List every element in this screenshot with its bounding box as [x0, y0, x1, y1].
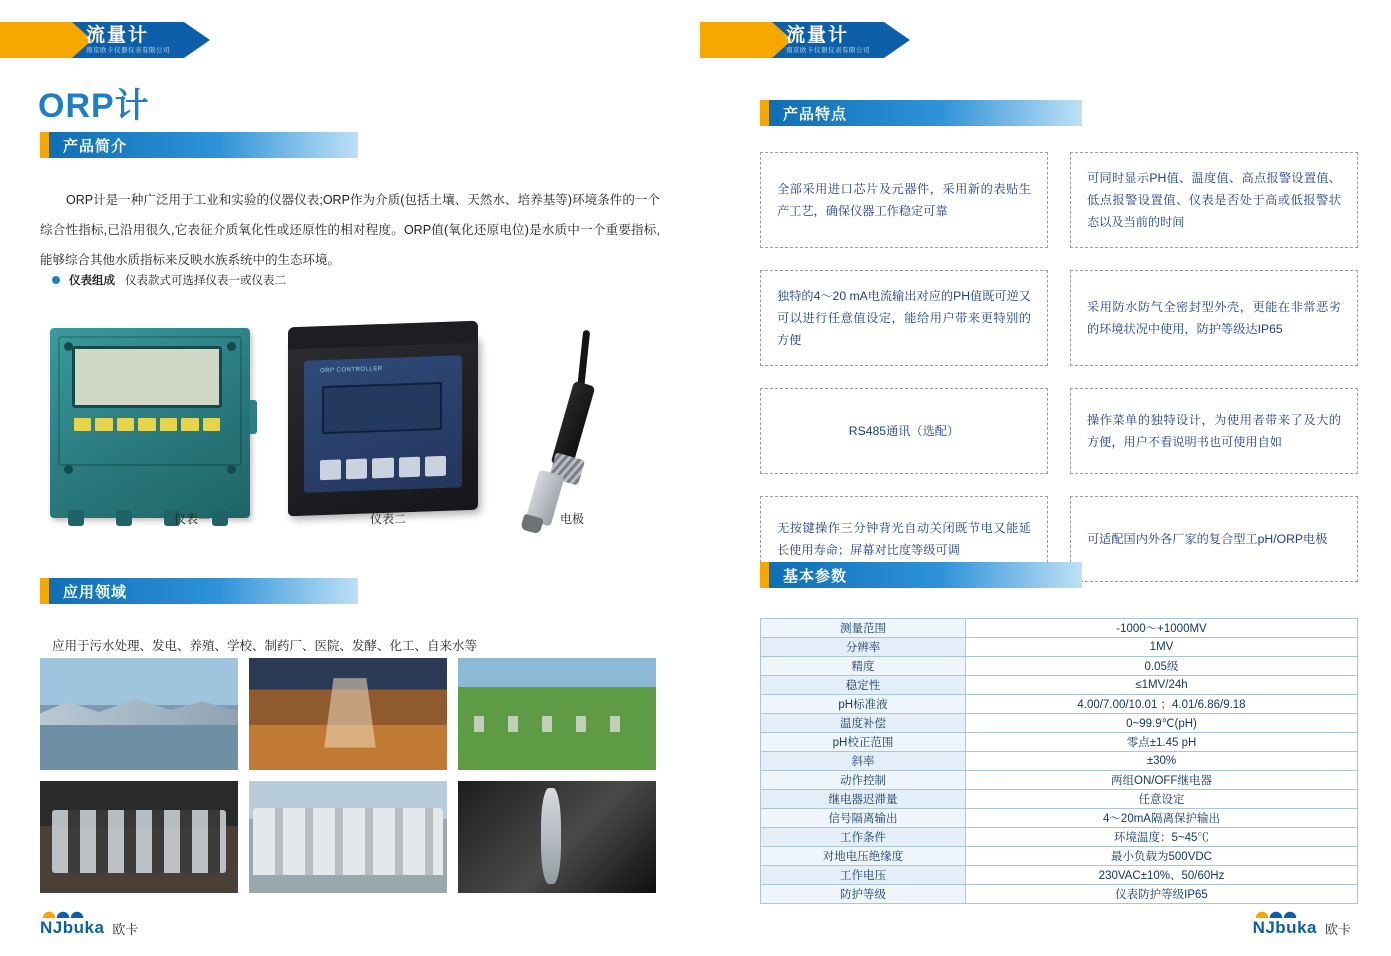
instrument-two-housing-top — [288, 321, 478, 350]
feature-card: 可适配国内外各厂家的复合型工pH/ORP电极 — [1070, 496, 1358, 582]
section-title-intro: 产品简介 — [49, 132, 358, 158]
param-key: 稳定性 — [761, 676, 966, 695]
footer-brand-right-text: NJbuka — [1252, 918, 1317, 937]
param-value: 1MV — [966, 638, 1358, 657]
table-row — [761, 714, 1358, 733]
banner-left-title: 流量计 — [86, 24, 150, 46]
banner-left-orange-block — [0, 22, 72, 58]
param-value: 环境温度：5~45℃ — [966, 828, 1358, 847]
table-row — [761, 885, 1358, 904]
screw-icon — [64, 342, 73, 351]
section-marker-icon — [40, 578, 49, 604]
section-header-parameters — [760, 562, 1082, 588]
bullet-dot-icon — [52, 276, 60, 284]
table-row — [761, 657, 1358, 676]
param-value: 4.00/7.00/10.01 ；4.01/6.86/9.18 — [966, 695, 1358, 714]
param-key: 信号隔离输出 — [761, 809, 966, 828]
param-key: 分辨率 — [761, 638, 966, 657]
footer-brand-left-cn: 欧卡 — [112, 921, 139, 937]
table-row — [761, 638, 1358, 657]
banner-right-arrow-icon — [884, 22, 910, 58]
product-caption-1: 仪表一 — [173, 512, 210, 526]
product-caption-3: 电极 — [559, 512, 584, 526]
screw-icon — [227, 465, 236, 474]
section-header-application — [40, 578, 358, 604]
application-photo-water-treatment — [40, 658, 238, 770]
footer-brand-right — [1253, 918, 1317, 938]
footer-brand-right-cn: 欧卡 — [1324, 921, 1351, 937]
param-value: 仪表防护等级IP65 — [966, 885, 1358, 904]
screw-icon — [64, 465, 73, 474]
application-photo-livestock — [458, 658, 656, 770]
section-title-parameters: 基本参数 — [769, 562, 1082, 588]
instrument-one-side-tab — [250, 400, 257, 434]
section-title-application: 应用领域 — [49, 578, 358, 604]
intro-text-block — [40, 185, 660, 275]
param-key: pH校正范围 — [761, 733, 966, 752]
instrument-two-lcd — [322, 382, 442, 434]
application-photo-grid — [40, 658, 656, 893]
param-key: pH标准液 — [761, 695, 966, 714]
instrument-two-image — [288, 335, 478, 517]
footer-brand-left-text: NJbuka — [40, 918, 105, 937]
param-key: 精度 — [761, 657, 966, 676]
banner-right-orange-block — [700, 22, 772, 58]
param-value: 零点±1.45 pH — [966, 733, 1358, 752]
param-key: 测量范围 — [761, 619, 966, 638]
feature-card: 采用防水防气全密封型外壳，更能在非常恶劣的环境状况中使用，防护等级达IP65 — [1070, 270, 1358, 366]
feature-card: 独特的4～20 mA电流输出对应的PH值既可逆又可以进行任意值设定，能给用户带来更特别的方便 — [760, 270, 1048, 366]
section-title-features: 产品特点 — [769, 100, 1082, 126]
instrument-two-brand-text: ORP CONTROLLER — [320, 366, 383, 375]
wave-logo-icon — [1255, 909, 1299, 918]
feature-card: 可同时显示PH值、温度值、高点报警设置值、低点报警设置值、仪表是否处于高或低报警状态以及当前的时间 — [1070, 152, 1358, 248]
banner-right-subtitle: 南京欧卡仪器仪表有限公司 — [786, 46, 870, 54]
param-value: 4～20mA隔离保护输出 — [966, 809, 1358, 828]
banner-left-arrow-icon — [184, 22, 210, 58]
param-key: 防护等级 — [761, 885, 966, 904]
parameters-table — [760, 618, 1358, 904]
feature-card: 全部采用进口芯片及元器件，采用新的表贴生产工艺，确保仪器工作稳定可靠 — [760, 152, 1048, 248]
instrument-two-keypad — [320, 456, 446, 480]
section-marker-icon — [760, 100, 769, 126]
banner-left — [0, 22, 700, 58]
table-row — [761, 619, 1358, 638]
screw-icon — [227, 342, 236, 351]
param-key: 温度补偿 — [761, 714, 966, 733]
table-row — [761, 828, 1358, 847]
application-text: 应用于污水处理、发电、养殖、学校、制药厂、医院、发酵、化工、自来水等 — [52, 639, 478, 653]
table-row — [761, 790, 1358, 809]
param-value: ±30% — [966, 752, 1358, 771]
param-value: 最小负载为500VDC — [966, 847, 1358, 866]
param-key: 继电器迟滞量 — [761, 790, 966, 809]
param-key: 工作条件 — [761, 828, 966, 847]
instrument-one-display — [72, 346, 222, 408]
table-row — [761, 733, 1358, 752]
section-header-intro — [40, 132, 358, 158]
application-photo-laboratory — [40, 781, 238, 893]
section-header-features — [760, 100, 1082, 126]
table-row — [761, 752, 1358, 771]
param-key: 动作控制 — [761, 771, 966, 790]
banner-right-title: 流量计 — [786, 24, 850, 46]
banner-right-title-block — [772, 22, 884, 58]
instrument-two-front-panel — [304, 355, 462, 493]
banner-left-subtitle: 南京欧卡仪器仪表有限公司 — [86, 46, 170, 54]
wave-logo-icon — [42, 909, 86, 918]
param-value: 0.05级 — [966, 657, 1358, 676]
param-value: 两组ON/OFF继电器 — [966, 771, 1358, 790]
param-value: ≤1MV/24h — [966, 676, 1358, 695]
composition-line — [52, 272, 286, 288]
intro-paragraph: ORP计是一种广泛用于工业和实验的仪器仪表;ORP作为介质(包括土壤、天然水、培养基等)环境条件的一个综合性指标,已沿用很久,它表征介质氧化性或还原性的相对程度。ORP值(氧化还原电位)是水质中一个重要指标,能够综合其他水质指标来反映水族系统中的生态环境。 — [40, 193, 660, 267]
footer-brand-left — [40, 918, 104, 938]
composition-value: 仪表款式可选择仪表一或仪表二 — [125, 275, 286, 287]
table-row — [761, 771, 1358, 790]
product-caption-2: 仪表二 — [369, 512, 406, 526]
product-image-row — [40, 310, 680, 540]
param-key: 斜率 — [761, 752, 966, 771]
footer-logo-right — [1253, 918, 1351, 938]
feature-card: 无按键操作三分钟背光自动关闭既节电又能延长使用寿命；屏幕对比度等级可调 — [760, 496, 1048, 582]
application-photo-power-plant — [249, 658, 447, 770]
banner-left-title-block — [72, 22, 184, 58]
section-marker-icon — [760, 562, 769, 588]
table-row — [761, 695, 1358, 714]
param-value: 0~99.9℃(pH) — [966, 714, 1358, 733]
param-value: -1000～+1000MV — [966, 619, 1358, 638]
table-row — [761, 676, 1358, 695]
electrode-image — [510, 330, 630, 530]
section-marker-icon — [40, 132, 49, 158]
feature-card: RS485通讯（选配） — [760, 388, 1048, 474]
features-grid — [760, 152, 1358, 582]
table-row — [761, 847, 1358, 866]
feature-card: 操作菜单的独特设计，为使用者带来了及大的方便，用户不看说明书也可使用自如 — [1070, 388, 1358, 474]
banner-right — [700, 22, 1391, 58]
page-title: ORP计 — [38, 87, 150, 125]
application-photo-storage-tanks — [249, 781, 447, 893]
composition-label: 仪表组成 — [69, 275, 115, 287]
param-key: 对地电压绝缘度 — [761, 847, 966, 866]
param-value: 230VAC±10%、50/60Hz — [966, 866, 1358, 885]
table-row — [761, 809, 1358, 828]
param-key: 工作电压 — [761, 866, 966, 885]
param-value: 任意设定 — [966, 790, 1358, 809]
instrument-one-image — [50, 328, 250, 518]
footer-logo-left — [40, 918, 138, 938]
instrument-one-buttons — [74, 418, 220, 431]
application-photo-water-pouring — [458, 781, 656, 893]
table-row — [761, 866, 1358, 885]
